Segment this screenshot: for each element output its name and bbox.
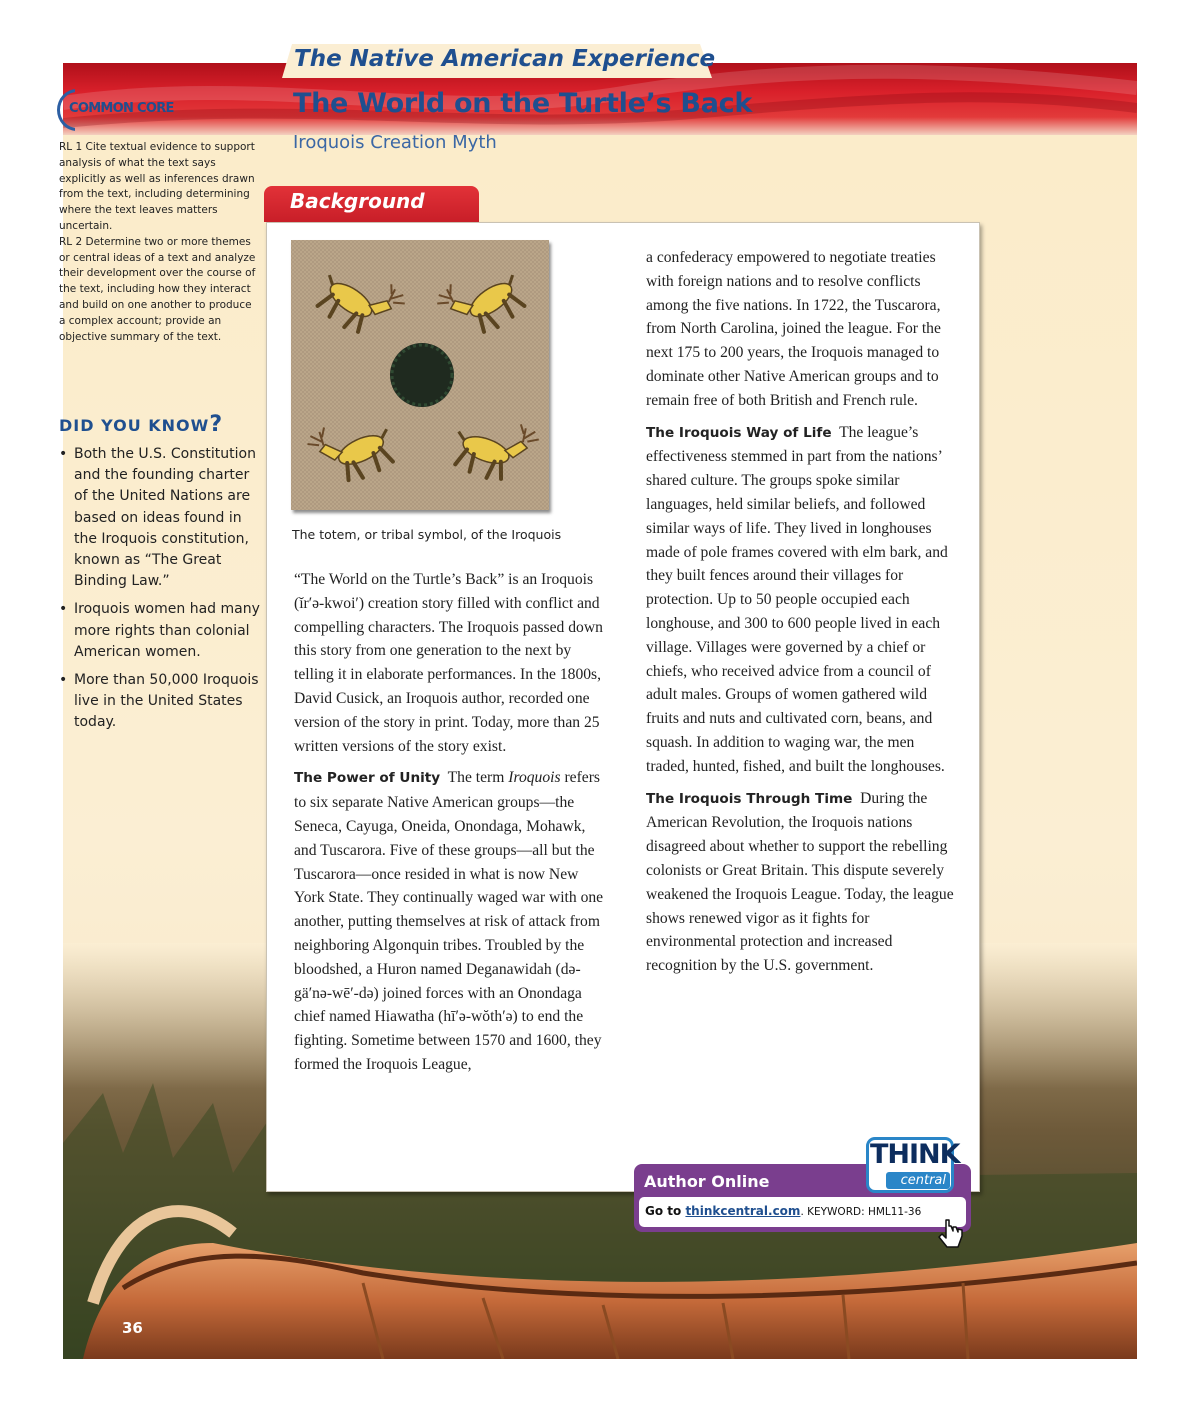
iroquois-totem-image [291,240,549,510]
standard-rl1: RL 1 Cite textual evidence to support analysis of what the text says explicitly as well as inferences drawn from the text, including determining where the text leaves matters uncertain. [59,141,255,232]
did-you-know-list [59,444,264,741]
author-online-title: Author Online [644,1172,770,1191]
background-column-right [646,246,960,986]
thinkcentral-link[interactable]: thinkcentral.com [685,1204,801,1218]
page-title: The World on the Turtle’s Back [293,88,752,119]
pointer-cursor-icon [936,1218,966,1250]
totem-illustration [291,240,549,510]
way-of-life-paragraph: The Iroquois Way of Life The league’s effectiveness stemmed in part from the nations’ shared culture. The groups spoke similar languages, held similar beliefs, and followed similar ways of life. They lived in longhouses made of pole frames covered with elm bark, and they built fences around their villages for protection. Up to 50 people occupied each longhouse, and 300 to 600 people lived in each village. Villages were governed by a chief or chiefs, who received advice from a council of adult males. Groups of women gathered wild fruits and nuts and cultivated corn, beans, and squash. In addition to waging war, the men traded, hunted, fished, and built the longhouses. [646,423,948,775]
did-you-know-heading [59,412,223,437]
through-time-paragraph: The Iroquois Through Time During the American Revolution, the Iroquois nations disagreed about whether to support the rebelling colonists or Great Britain. This dispute severely weakened the Iroquois League. Today, the league shows renewed vigor as it fights for environmental protection and increased recognition by the U.S. government. [646,789,954,975]
keyword-text: . KEYWORD: HML11-36 [800,1206,922,1218]
background-tab-label: Background [290,189,425,213]
common-core-logo [57,89,207,131]
through-time-heading: The Iroquois Through Time [646,790,853,807]
intro-paragraph: “The World on the Turtle’s Back” is an Iroquois (ĭr′ə-kwoi′) creation story filled with conflict and compelling characters. The Iroquois passed down this story from one generation to the next by telling it in elaborate performances. In the 1800s, David Cusick, an Iroquois author, recorded one version of the story in print. Today, more than 25 written versions of the story exist. [294,571,603,755]
common-core-label: COMMON CORE [69,101,174,116]
did-you-know-text: DID YOU KNOW [59,416,210,435]
confederacy-paragraph: a confederacy empowered to negotiate treaties with foreign nations and to resolve conflicts among the five nations. In 1722, the Tuscarora, from North Carolina, joined the league. For the next 175 to 200 years, the Iroquois managed to dominate other Native American groups and to remain free of both British and French rule. [646,249,941,409]
page-subtitle: Iroquois Creation Myth [293,132,497,153]
power-of-unity-heading: The Power of Unity [294,770,441,787]
fact-item: • Iroquois women had many more rights than colonial American women. [59,599,264,663]
standard-rl2: RL 2 Determine two or more themes or central ideas of a text and analyze their development over the course of the text, including how they interact and build on one another to produce a complex account; provide an objective summary of the text. [59,235,256,343]
fact-item: • Both the U.S. Constitution and the founding charter of the United Nations are based on ideas found in the Iroquois constitution, known as “The Great Binding Law.” [59,444,264,592]
section-title: The Native American Experience [294,46,716,72]
iroquois-term: Iroquois [508,769,561,787]
author-online-line: Go to thinkcentral.com. KEYWORD: HML11-36 [645,1204,922,1218]
fact-item: • More than 50,000 Iroquois live in the United States today. [59,670,264,734]
think-logo-text: THINK [870,1139,960,1170]
question-mark-icon: ? [209,412,224,437]
page-number: 36 [122,1319,143,1337]
way-of-life-heading: The Iroquois Way of Life [646,424,832,441]
standards-list [59,140,259,345]
totem-caption: The totem, or tribal symbol, of the Iroquois [292,527,562,542]
background-column-left [294,568,611,1085]
central-logo-text: central [886,1172,950,1189]
power-of-unity-paragraph: The Power of Unity The term Iroquois refers to six separate Native American groups—the Seneca, Cayuga, Oneida, Onondaga, Mohawk, and Tuscarora. Five of these groups—all but the Tuscarora—once resided in what is now New York State. They continually waged war with one another, putting themselves at risk of attack from neighboring Algonquin tribes. Troubled by the bloodshed, a Huron named Deganawidah (də-gä′nə-wē′-də) joined forces with an Onondaga chief named Hiawatha (hī′ə-wŏth′ə) to end the fighting. Sometime between 1570 and 1600, they formed the Iroquois League, [294,769,604,1073]
